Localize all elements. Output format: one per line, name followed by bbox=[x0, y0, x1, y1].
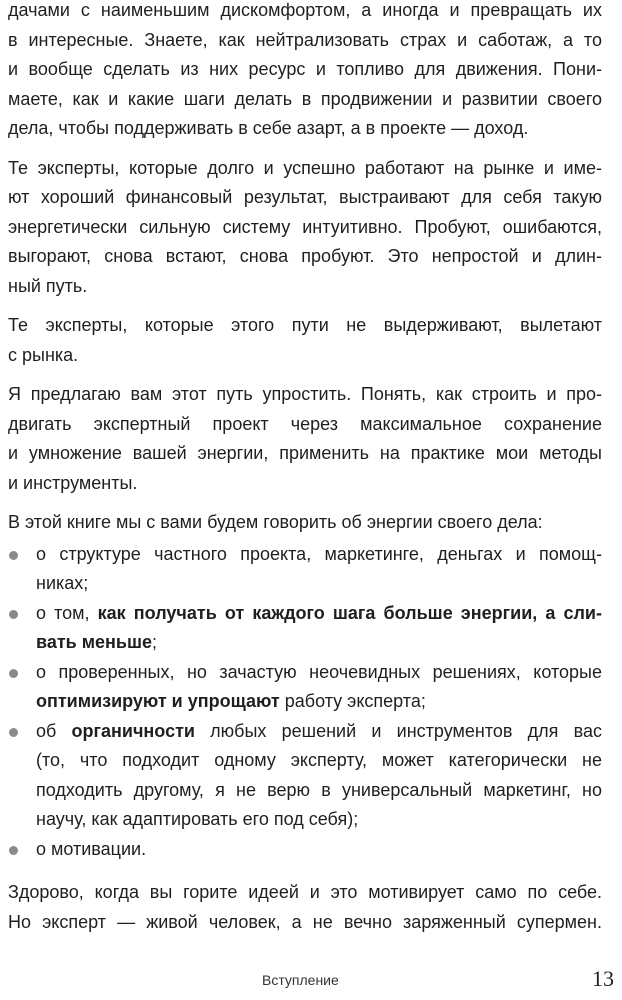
text-line: Те эксперты, которые этого пути не выдерживают, вылетают bbox=[8, 315, 602, 335]
paragraph-market-exit bbox=[8, 311, 602, 370]
text-line: в интересные. Знаете, как нейтрализовать страх и саботаж, а то bbox=[8, 29, 602, 50]
paragraph-proposal bbox=[8, 380, 602, 498]
text-line: об органичности любых решений и инструментов для вас bbox=[36, 720, 602, 741]
text-line: и вообще сделать из них ресурс и топливо для движения. Пони- bbox=[8, 59, 602, 79]
book-page bbox=[8, 0, 602, 947]
paragraph-closing bbox=[8, 878, 602, 937]
bullet-icon bbox=[9, 610, 18, 619]
text-line: ный путь. bbox=[8, 275, 88, 296]
list-item bbox=[8, 540, 602, 599]
text-line: ют хороший финансовый результат, выстраивают для себя такую bbox=[8, 187, 602, 207]
bullet-icon bbox=[9, 846, 18, 855]
bold-phrase: вать меньше bbox=[36, 632, 152, 652]
text-line: дачами с наименьшим дискомфортом, а иногда и превращать их bbox=[8, 0, 602, 20]
text-line: о структуре частного проекта, маркетинге, деньгах и помощ- bbox=[36, 543, 602, 564]
text-line: никах; bbox=[36, 573, 89, 593]
bold-phrase: как получать от каждого шага больше энергии, а сли- bbox=[97, 602, 602, 623]
running-head: Вступление bbox=[262, 972, 339, 988]
paragraph-experts bbox=[8, 154, 602, 302]
text-line: выгорают, снова встают, снова пробуют. Это непростой и длин- bbox=[8, 246, 602, 266]
page-footer bbox=[0, 962, 622, 992]
text-line: Но эксперт — живой человек, а не вечно заряженный супермен. bbox=[8, 911, 602, 932]
paragraph-continuation bbox=[8, 0, 602, 144]
list-item bbox=[8, 658, 602, 717]
list-item bbox=[8, 717, 602, 835]
bullet-icon bbox=[9, 669, 18, 678]
list-item bbox=[8, 599, 602, 658]
text-line: о том, как получать от каждого шага больше энергии, а сли- bbox=[36, 602, 602, 623]
text-line: дела, чтобы поддерживать в себе азарт, а в проекте — доход. bbox=[8, 118, 529, 138]
text-line: оптимизируют и упрощают работу эксперта; bbox=[36, 691, 426, 711]
text-line: Я предлагаю вам этот путь упростить. Понять, как строить и про- bbox=[8, 384, 602, 404]
text-line: подходить другому, я не верю в универсальный маркетинг, но bbox=[36, 779, 602, 800]
text-line: В этой книге мы с вами будем говорить об энергии своего дела: bbox=[8, 512, 543, 532]
text-line: вать меньше; bbox=[36, 632, 158, 652]
text-line: и инструменты. bbox=[8, 472, 138, 493]
text-line: маете, как и какие шаги делать в продвижении и развитии своего bbox=[8, 88, 602, 109]
text-line: Те эксперты, которые долго и успешно работают на рынке и име- bbox=[8, 157, 602, 178]
text-line: (то, что подходит одному эксперту, может категорически не bbox=[36, 750, 602, 770]
bullet-icon bbox=[9, 551, 18, 560]
page-number: 13 bbox=[592, 966, 614, 991]
text-line: двигать экспертный проект через максимальное сохранение bbox=[8, 413, 602, 434]
text-line: о проверенных, но зачастую неочевидных решениях, которые bbox=[36, 661, 602, 682]
text-line: с рынка. bbox=[8, 344, 79, 365]
text-line: и умножение вашей энергии, применить на практике мои методы bbox=[8, 443, 602, 463]
bold-phrase: оптимизируют и упрощают bbox=[36, 691, 280, 711]
list-intro bbox=[8, 508, 602, 538]
text-line: энергетически сильную систему интуитивно. Пробуют, ошибаются, bbox=[8, 216, 602, 237]
list-item bbox=[8, 835, 602, 865]
bullet-icon bbox=[9, 728, 18, 737]
bold-phrase: органичности bbox=[71, 720, 195, 741]
text-line: о мотивации. bbox=[36, 838, 147, 859]
text-line: Здорово, когда вы горите идеей и это мотивирует само по себе. bbox=[8, 882, 602, 902]
text-line: научу, как адаптировать его под себя); bbox=[36, 809, 359, 829]
